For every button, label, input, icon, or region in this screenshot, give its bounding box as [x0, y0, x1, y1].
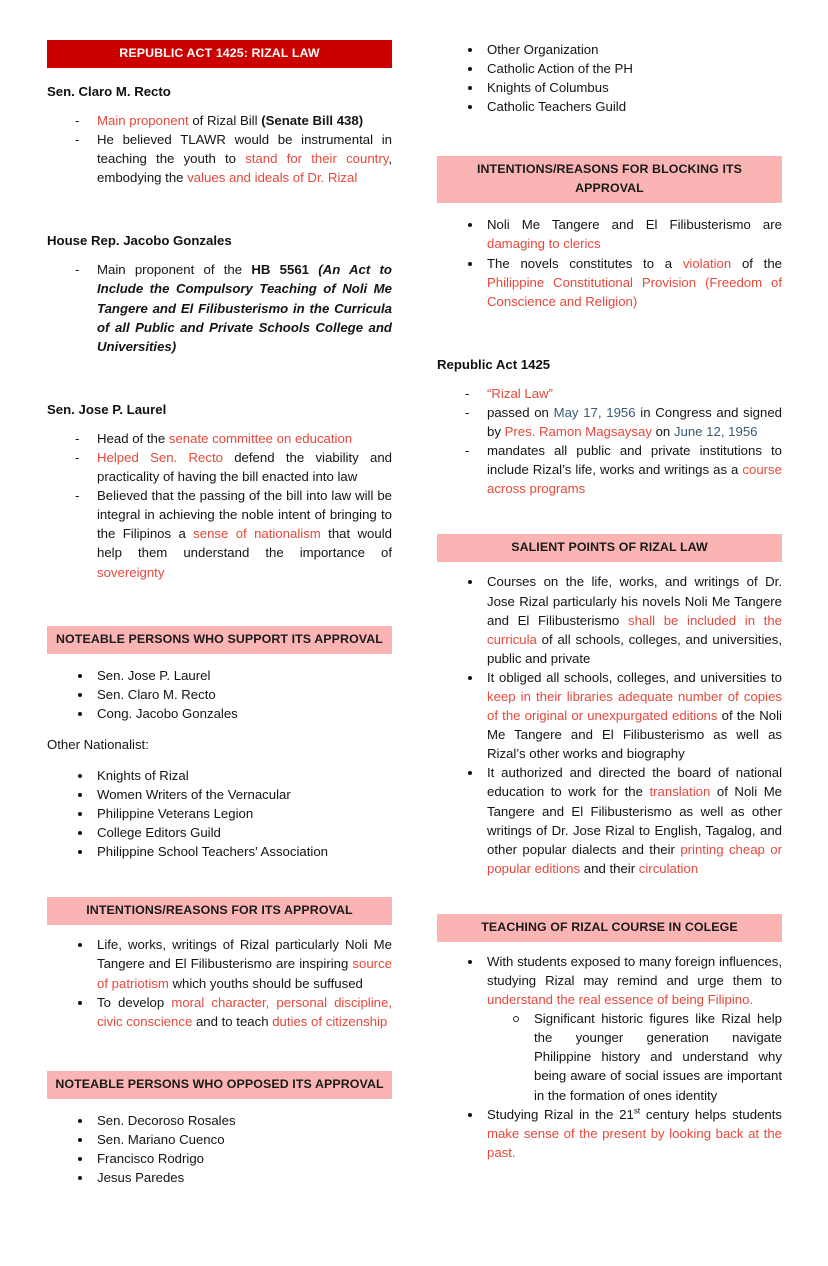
list-item: College Editors Guild [47, 823, 392, 842]
approval-reasons-banner: INTENTIONS/REASONS FOR ITS APPROVAL [47, 897, 392, 925]
support-persons-list [47, 666, 392, 723]
list-item: - “Rizal Law” [437, 384, 782, 403]
salient-points-list [437, 572, 782, 878]
list-item: It obliged all schools, colleges, and universities to keep in their libraries adequate number of copies of the original or unexpurgated editions of the Noli Me Tangere and El Filibusterismo as well as Rizal’s other works and biography [437, 668, 782, 763]
teaching-rizal-list [437, 952, 782, 1162]
laurel-bullet-list [47, 429, 392, 582]
list-item: It authorized and directed the board of national education to work for the translation of Noli Me Tangere and El Filibusterismo as well as other writings of Dr. Jose Rizal to English, Tagalog, and other popular dialects and their printing cheap or popular editions and their circulation [437, 763, 782, 878]
list-item: Sen. Jose P. Laurel [47, 666, 392, 685]
list-item: - Main proponent of Rizal Bill (Senate Bill 438) [47, 111, 392, 130]
list-item: Knights of Columbus [437, 78, 782, 97]
list-item: - Main proponent of the HB 5561 (An Act to Include the Compulsory Teaching of Noli Me Tangere and El Filibusterismo in the Curricula of all Public and Private Schools College and Universities) [47, 260, 392, 355]
ra1425-bullet-list [437, 384, 782, 499]
list-item: - Helped Sen. Recto defend the viability and practicality of having the bill enacted into law [47, 448, 392, 486]
list-item: Sen. Mariano Cuenco [47, 1130, 392, 1149]
blocking-reasons-banner: INTENTIONS/REASONS FOR BLOCKING ITS APPROVAL [437, 156, 782, 203]
list-item: Cong. Jacobo Gonzales [47, 704, 392, 723]
list-item: - mandates all public and private institutions to include Rizal’s life, works and writings as a course across programs [437, 441, 782, 498]
list-item: - Believed that the passing of the bill into law will be integral in achieving the noble intent of bringing to the Filipinos a sense of nationalism that would help them understand the importance of sovereignty [47, 486, 392, 581]
list-item: The novels constitutes to a violation of the Philippine Constitutional Provision (Freedom of Conscience and Religion) [437, 254, 782, 311]
teaching-rizal-banner: TEACHING OF RIZAL COURSE IN COLEGE [437, 914, 782, 942]
list-item: Courses on the life, works, and writings of Dr. Jose Rizal particularly his novels Noli Me Tangere and El Filibusterismo shall be included in the curricula of all schools, colleges, and universities, public and private [437, 572, 782, 667]
main-title-banner: REPUBLIC ACT 1425: RIZAL LAW [47, 40, 392, 68]
list-item: With students exposed to many foreign influences, studying Rizal may remind and urge them to understand the real essence of being Filipino. [437, 952, 782, 1009]
list-item: To develop moral character, personal discipline, civic conscience and to teach duties of citizenship [47, 993, 392, 1031]
list-item: Philippine School Teachers' Association [47, 842, 392, 861]
list-item: Catholic Action of the PH [437, 59, 782, 78]
blocking-reasons-list [437, 215, 782, 310]
list-item: - Head of the senate committee on education [47, 429, 392, 448]
support-persons-banner: NOTEABLE PERSONS WHO SUPPORT ITS APPROVAL [47, 626, 392, 654]
heading-sen-claro-recto: Sen. Claro M. Recto [47, 84, 171, 99]
approval-reasons-list [47, 935, 392, 1030]
list-item: - passed on May 17, 1956 in Congress and signed by Pres. Ramon Magsaysay on June 12, 1956 [437, 403, 782, 441]
recto-bullet-list [47, 111, 392, 187]
opposed-organizations-list [437, 40, 782, 116]
support-organizations-list [47, 766, 392, 861]
list-item: Catholic Teachers Guild [437, 97, 782, 116]
heading-republic-act-1425: Republic Act 1425 [437, 356, 551, 372]
list-item: Other Organization [437, 40, 782, 59]
salient-points-banner: SALIENT POINTS OF RIZAL LAW [437, 534, 782, 562]
list-item-sub: Significant historic figures like Rizal help the younger generation navigate Philippine history and understand why being aware of social issues are important in the formation of ones identity [437, 1009, 782, 1104]
list-item: Sen. Decoroso Rosales [47, 1111, 392, 1130]
heading-sen-jose-laurel: Sen. Jose P. Laurel [47, 401, 167, 417]
right-column [437, 40, 782, 1162]
list-item: Francisco Rodrigo [47, 1149, 392, 1168]
list-item: Sen. Claro M. Recto [47, 685, 392, 704]
list-item: Studying Rizal in the 21st century helps students make sense of the present by looking back at the past. [437, 1105, 782, 1162]
other-nationalist-label: Other Nationalist: [47, 736, 149, 752]
list-item: Women Writers of the Vernacular [47, 785, 392, 804]
gonzales-bullet-list [47, 260, 392, 355]
list-item: Jesus Paredes [47, 1168, 392, 1187]
opposed-persons-list [47, 1111, 392, 1187]
list-item: Philippine Veterans Legion [47, 804, 392, 823]
list-item: Life, works, writings of Rizal particularly Noli Me Tangere and El Filibusterismo are inspiring source of patriotism which youths should be suffused [47, 935, 392, 992]
list-item: - He believed TLAWR would be instrumental in teaching the youth to stand for their country, embodying the values and ideals of Dr. Rizal [47, 130, 392, 187]
list-item: Noli Me Tangere and El Filibusterismo are damaging to clerics [437, 215, 782, 253]
opposed-persons-banner: NOTEABLE PERSONS WHO OPPOSED ITS APPROVAL [47, 1071, 392, 1099]
left-column [47, 40, 392, 1187]
list-item: Knights of Rizal [47, 766, 392, 785]
heading-house-rep-jacobo-gonzales: House Rep. Jacobo Gonzales [47, 233, 232, 249]
